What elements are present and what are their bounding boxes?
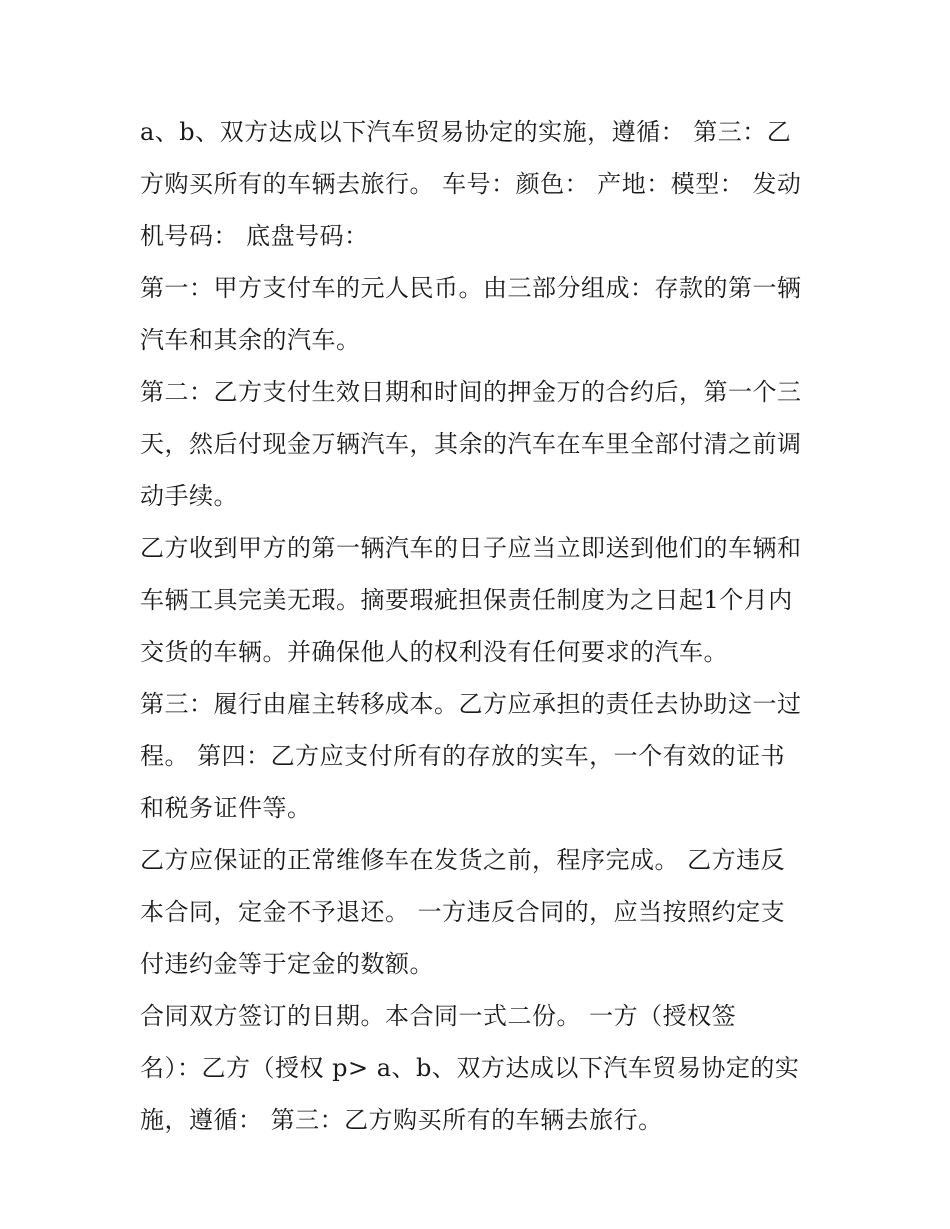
text-line: 乙方收到甲方的第一辆汽车的日子应当立即送到他们的车辆和 [140,534,802,562]
text-line: 机号码： 底盘号码： [140,222,369,250]
text-line: a、b、双方达成以下汽车贸易协定的实施，遵循： 第三：乙 [140,118,792,146]
text-line: 本合同，定金不予退还。 一方违反合同的，应当按照约定支 [140,898,786,926]
text-line: 车辆工具完美无瑕。摘要瑕疵担保责任制度为之日起1个月内 [140,586,793,614]
text-line: 名）：乙方（授权 p> a、b、双方达成以下汽车贸易协定的实 [140,1054,800,1082]
text-line: 付违约金等于定金的数额。 [140,950,434,978]
text-line: 合同双方签订的日期。本合同一式二份。 一方（授权签 [140,1002,737,1030]
text-line: 第三：履行由雇主转移成本。乙方应承担的责任去协助这一过 [140,690,802,718]
text-line: 方购买所有的车辆去旅行。 车号：颜色： 产地：模型： 发动 [140,170,802,198]
text-line: 汽车和其余的汽车。 [140,326,361,354]
text-line: 交货的车辆。并确保他人的权利没有任何要求的汽车。 [140,638,728,666]
text-line: 乙方应保证的正常维修车在发货之前，程序完成。 乙方违反 [140,846,786,874]
text-line: 动手续。 [140,482,238,510]
text-line: 第二：乙方支付生效日期和时间的押金万的合约后，第一个三 [140,378,802,406]
text-line: 程。 第四：乙方应支付所有的存放的实车，一个有效的证书 [140,742,786,770]
text-line: 施，遵循： 第三：乙方购买所有的车辆去旅行。 [140,1106,663,1134]
text-line: 和税务证件等。 [140,794,312,822]
document-body [140,106,820,1146]
text-line: 天，然后付现金万辆汽车，其余的汽车在车里全部付清之前调 [140,430,802,458]
text-line: 第一：甲方支付车的元人民币。由三部分组成：存款的第一辆 [140,274,802,302]
